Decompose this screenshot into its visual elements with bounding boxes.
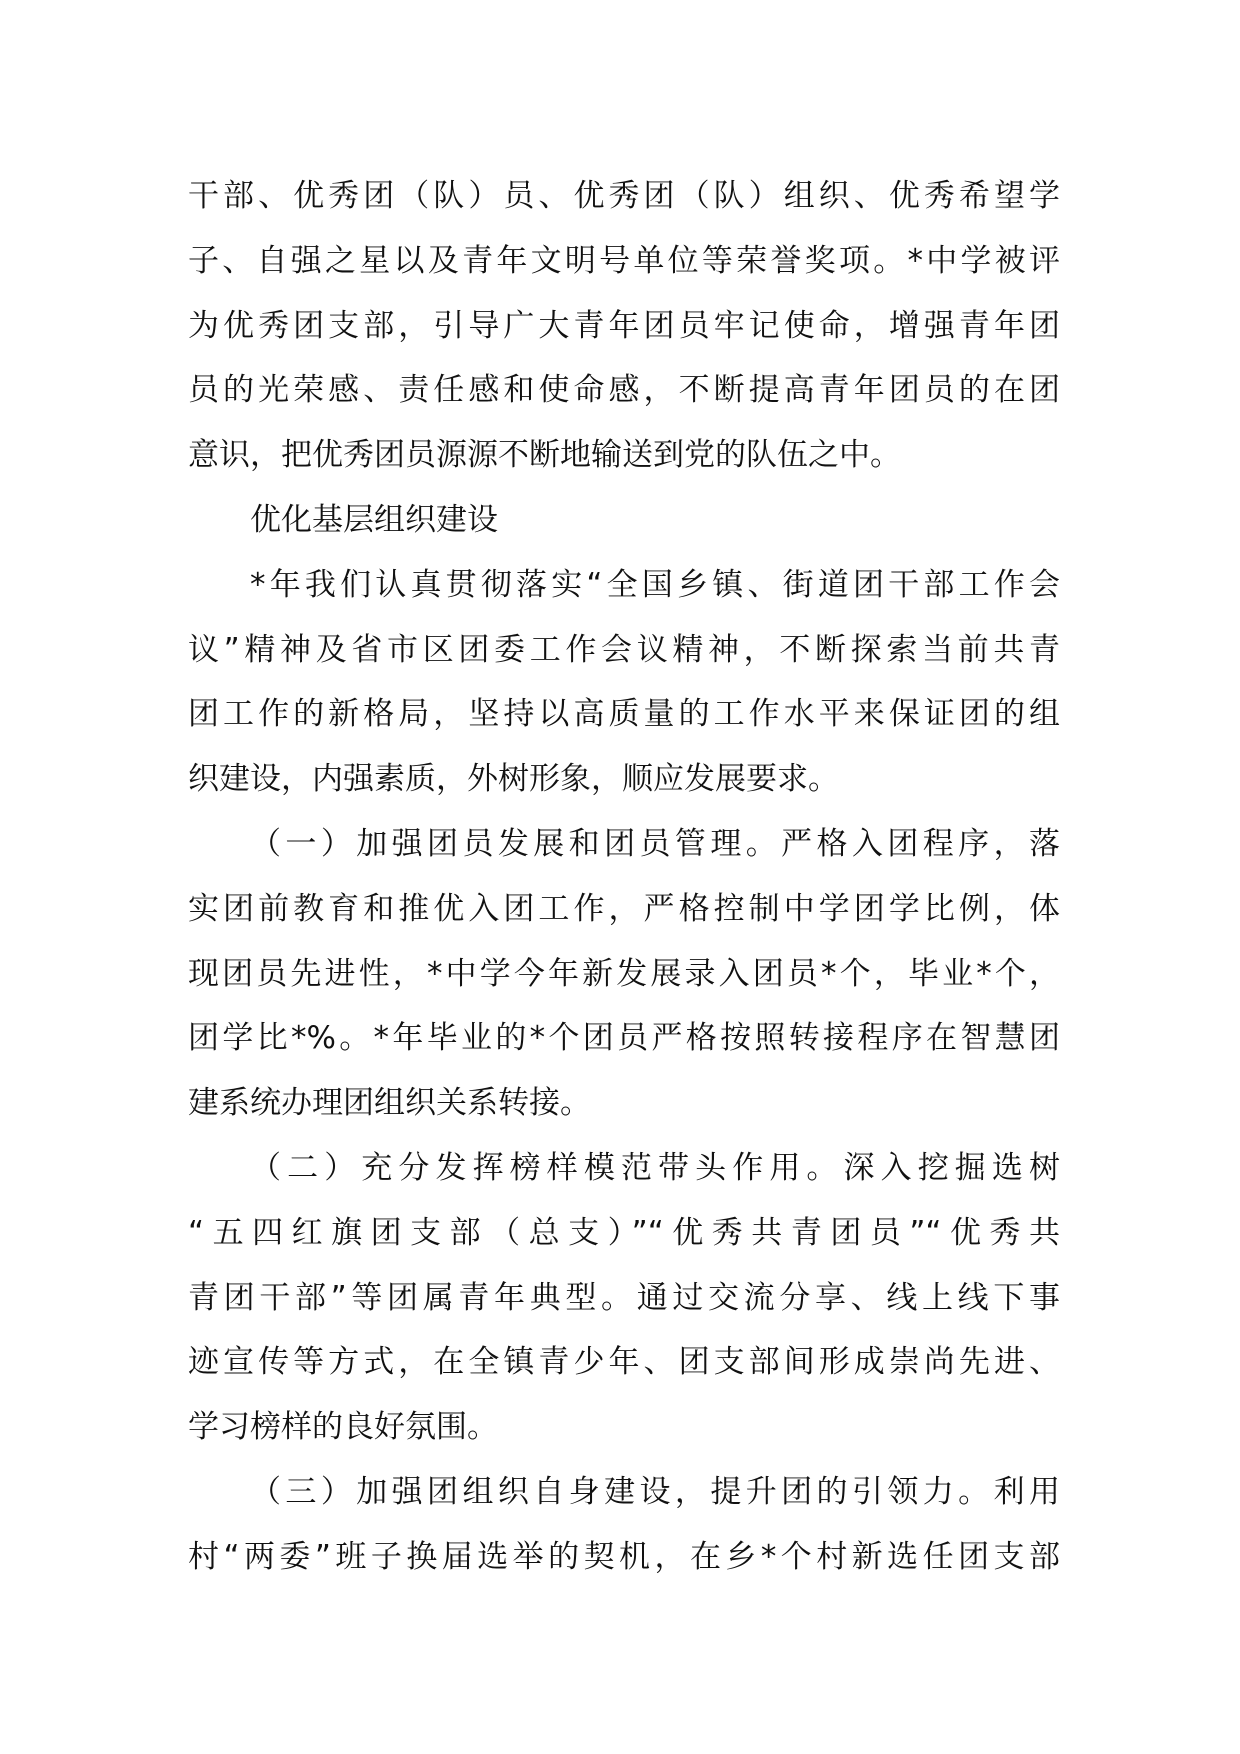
text-line: 村“两委”班子换届选举的契机，在乡*个村新选任团支部 xyxy=(188,1538,1060,1575)
text-line: 青团干部”等团属青年典型。通过交流分享、线上线下事 xyxy=(188,1279,1060,1316)
text-line: 团工作的新格局，坚持以高质量的工作水平来保证团的组 xyxy=(188,696,1060,733)
text-line: 实团前教育和推优入团工作，严格控制中学团学比例，体 xyxy=(188,890,1060,927)
document-page xyxy=(188,164,1060,1590)
text-line: 子、自强之星以及青年文明号单位等荣誉奖项。*中学被评 xyxy=(188,242,1060,279)
text-line: （三）加强团组织自身建设，提升团的引领力。利用 xyxy=(250,1473,1060,1510)
text-line: 织建设，内强素质，外树形象，顺应发展要求。 xyxy=(188,761,839,798)
text-line: “五四红旗团支部（总支）”“优秀共青团员”“优秀共 xyxy=(188,1214,1060,1251)
text-line: 建系统办理团组织关系转接。 xyxy=(188,1085,591,1122)
text-line: 团学比*%。*年毕业的*个团员严格按照转接程序在智慧团 xyxy=(188,1020,1060,1057)
text-line: 迹宣传等方式，在全镇青少年、团支部间形成崇尚先进、 xyxy=(188,1344,1060,1381)
text-line: 员的光荣感、责任感和使命感，不断提高青年团员的在团 xyxy=(188,372,1060,409)
text-line: 干部、优秀团（队）员、优秀团（队）组织、优秀希望学 xyxy=(188,178,1060,214)
text-line: （二）充分发挥榜样模范带头作用。深入挖掘选树 xyxy=(250,1149,1060,1186)
text-line: 现团员先进性，*中学今年新发展录入团员*个，毕业*个， xyxy=(188,955,1060,992)
text-line: （一）加强团员发展和团员管理。严格入团程序，落 xyxy=(250,825,1060,862)
text-line: 议”精神及省市区团委工作会议精神，不断探索当前共青 xyxy=(188,631,1060,668)
text-line: 为优秀团支部，引导广大青年团员牢记使命，增强青年团 xyxy=(188,307,1060,344)
text-line: *年我们认真贯彻落实“全国乡镇、街道团干部工作会 xyxy=(250,566,1060,603)
text-line: 学习榜样的良好氛围。 xyxy=(188,1409,498,1446)
section-heading: 优化基层组织建设 xyxy=(250,501,498,538)
text-line: 意识，把优秀团员源源不断地输送到党的队伍之中。 xyxy=(188,437,901,474)
